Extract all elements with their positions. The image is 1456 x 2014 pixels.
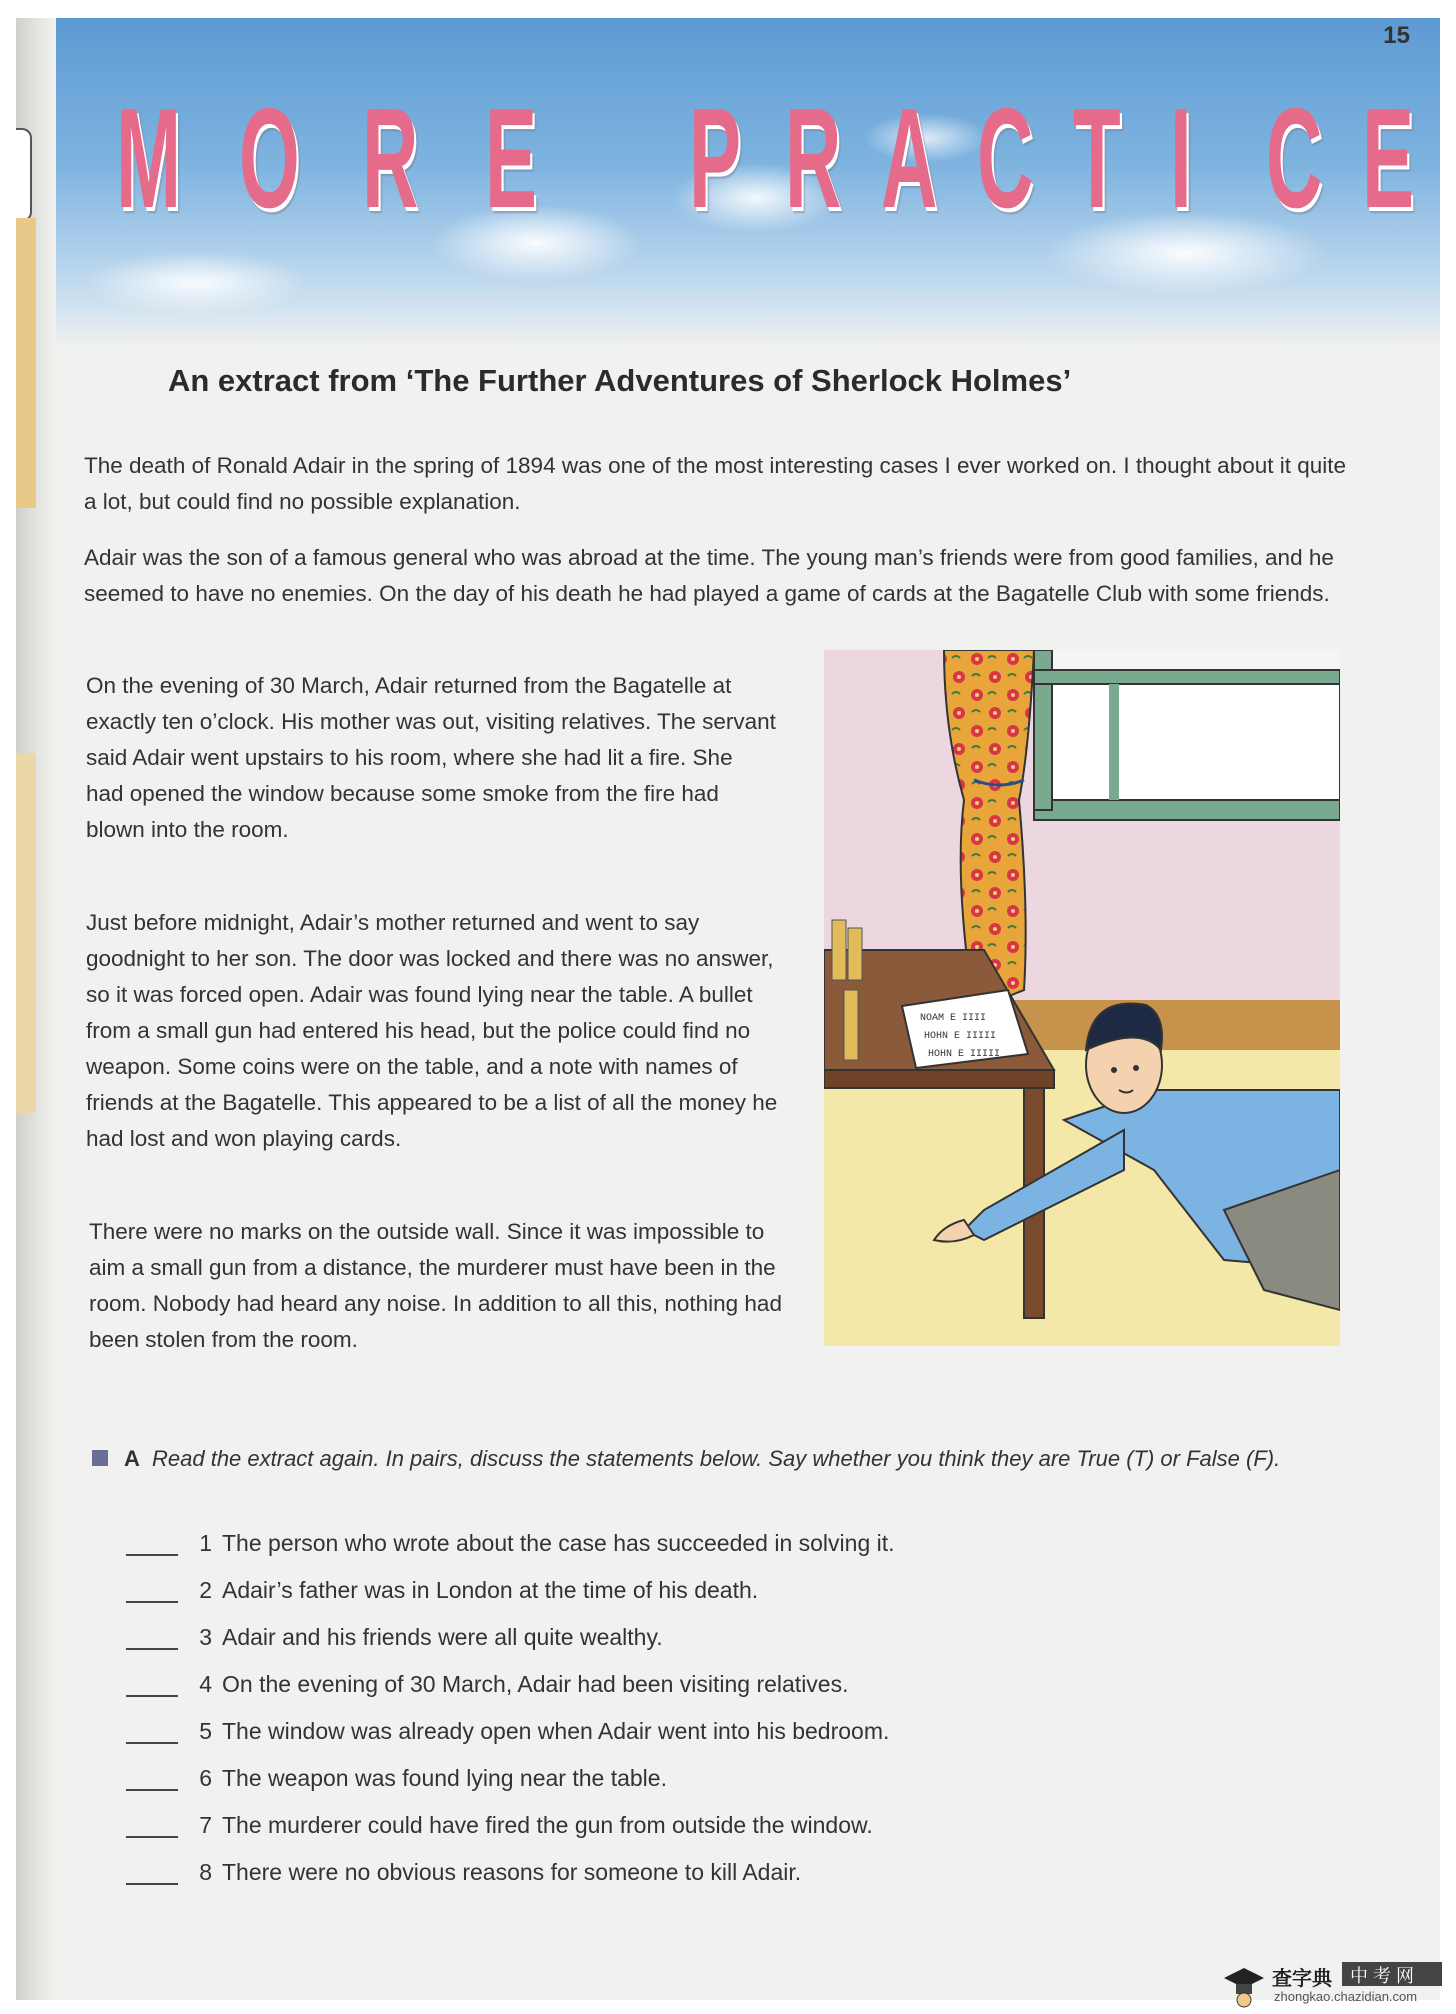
task-letter: A (124, 1446, 140, 1471)
paragraph-1: The death of Ronald Adair in the spring of 1894 was one of the most interesting cases I ever worked on. I thought about it quite a lot, but could find no possible explanation. (84, 453, 1347, 514)
graduation-cap-icon (1222, 1964, 1266, 2008)
statement-text: The murderer could have fired the gun from outside the window. (222, 1812, 873, 1838)
statement-text: On the evening of 30 March, Adair had been visiting relatives. (222, 1671, 849, 1697)
textbook-page (16, 18, 1440, 2000)
answer-blank[interactable] (126, 1601, 178, 1603)
statement-item (126, 1812, 1326, 1859)
statement-text: The weapon was found lying near the table. (222, 1765, 667, 1791)
statement-text: Adair and his friends were all quite wealthy. (222, 1624, 663, 1650)
statement-number: 6 (199, 1765, 212, 1791)
note-line: HOHN E IIIII (924, 1031, 997, 1042)
banner-letter: M (116, 79, 182, 238)
statement-number: 5 (199, 1718, 212, 1744)
note-line: NOAM E IIII (920, 1013, 987, 1024)
crime-scene-illustration (824, 650, 1340, 1346)
statement-number: 7 (199, 1812, 212, 1838)
banner-letter: A (881, 79, 938, 238)
sky-banner (56, 18, 1440, 348)
statement-text: There were no obvious reasons for someone to kill Adair. (222, 1859, 802, 1885)
banner-letter: O (238, 79, 300, 238)
watermark-url: zhongkao.chazidian.com (1274, 1989, 1418, 2004)
watermark-brand: 查字典 (1272, 1968, 1332, 1990)
banner-word-more (116, 79, 539, 238)
answer-blank[interactable] (126, 1883, 178, 1885)
answer-blank[interactable] (126, 1648, 178, 1650)
spine-strip (16, 753, 36, 1113)
paragraph-3: On the evening of 30 March, Adair returned from the Bagatelle at exactly ten o’clock. His mother was out, visiting relatives. The servant said Adair went upstairs to his room, where she had lit a fire. She had opened the window because some smoke from the fire had blown into the room. (86, 673, 776, 842)
statement-number: 8 (199, 1859, 212, 1885)
statement-list (126, 1530, 1326, 1906)
answer-blank[interactable] (126, 1742, 178, 1744)
answer-blank[interactable] (126, 1554, 178, 1556)
spine-tab (16, 128, 32, 222)
spine-strip (16, 218, 36, 508)
statement-text: The window was already open when Adair went into his bedroom. (222, 1718, 890, 1744)
statement-number: 3 (199, 1624, 212, 1650)
banner-letter: P (688, 79, 741, 238)
banner-word-practice (688, 79, 1416, 238)
banner-letter: R (361, 79, 419, 238)
site-watermark (1220, 1960, 1450, 2010)
window-frame (1034, 650, 1340, 820)
banner-letter: R (784, 79, 842, 238)
task-marker-square (92, 1450, 108, 1466)
watermark-box-text: 中 考 网 (1350, 1966, 1415, 1986)
banner-letter: I (1169, 79, 1192, 238)
paragraph-2: Adair was the son of a famous general who was abroad at the time. The young man’s friends were from good families, and he seemed to have no enemies. On the day of his death he had played a game of cards at the Bagatelle Club with some friends. (84, 545, 1334, 606)
paragraph-4: Just before midnight, Adair’s mother returned and went to say goodnight to her son. The door was locked and there was no answer, so it was forced open. Adair was found lying near the table. A bullet from a small gun had entered his head, but the police could find no weapon. Some coins were on the table, and a note with names of friends at the Bagatelle. This appeared to be a list of all the money he had lost and won playing cards. (86, 910, 778, 1151)
banner-title (116, 79, 1416, 238)
statement-text: Adair’s father was in London at the time of his death. (222, 1577, 759, 1603)
statement-item (126, 1718, 1326, 1765)
statement-item (126, 1765, 1326, 1812)
statement-item (126, 1859, 1326, 1906)
statement-item (126, 1530, 1326, 1577)
statement-item (126, 1671, 1326, 1718)
banner-letter: E (1361, 79, 1415, 238)
banner-letter: E (484, 79, 537, 238)
statement-item (126, 1577, 1326, 1624)
note-line: HOHN E IIIII (928, 1049, 1001, 1060)
statement-text: The person who wrote about the case has succeeded in solving it. (222, 1530, 895, 1556)
statement-number: 2 (199, 1577, 212, 1603)
extract-subtitle: An extract from ‘The Further Adventures of Sherlock Holmes’ (168, 363, 1072, 398)
page-number: 15 (1383, 22, 1410, 49)
statement-number: 4 (199, 1671, 212, 1697)
answer-blank[interactable] (126, 1836, 178, 1838)
task-instruction: Read the extract again. In pairs, discuss the statements below. Say whether you think they are True (T) or False (F). (152, 1446, 1281, 1471)
statement-item (126, 1624, 1326, 1671)
statement-number: 1 (199, 1530, 212, 1556)
answer-blank[interactable] (126, 1695, 178, 1697)
paragraph-5: There were no marks on the outside wall. Since it was impossible to aim a small gun from a distance, the murderer must have been in the room. Nobody had heard any noise. In addition to all this, nothing had been stolen from the room. (89, 1219, 782, 1352)
banner-letter: C (977, 79, 1034, 238)
answer-blank[interactable] (126, 1789, 178, 1791)
banner-letter: T (1073, 79, 1122, 238)
banner-letter: C (1265, 79, 1323, 238)
